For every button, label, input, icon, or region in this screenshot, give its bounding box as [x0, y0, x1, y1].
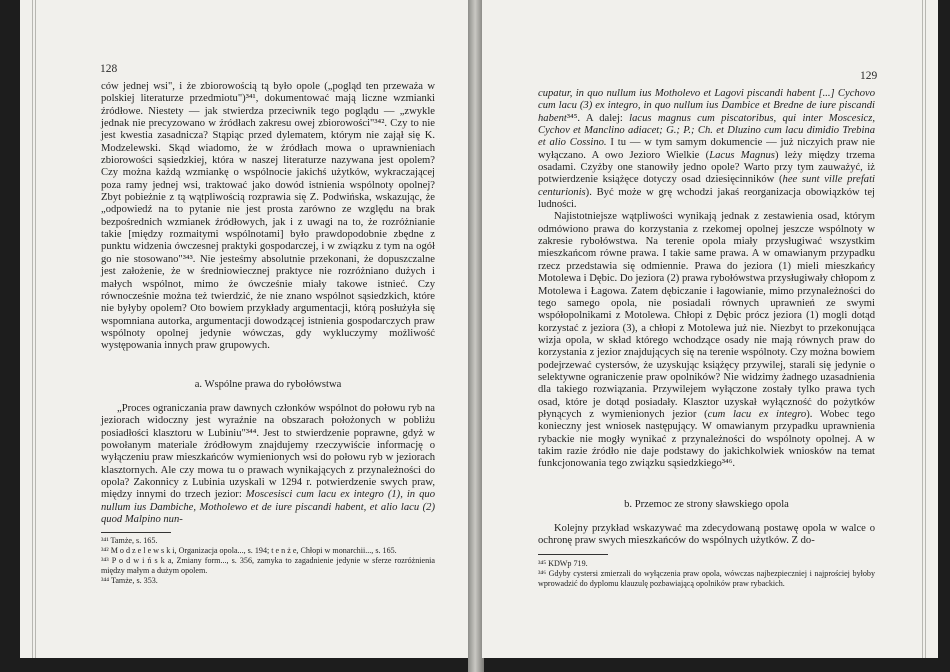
latin-quote: Lacus Magnus — [709, 149, 775, 161]
footnote: ³⁴² M o d z e l e w s k i, Organizacja opola..., s. 194; t e n ż e, Chłopi w monarchii..., s. 165. — [101, 546, 397, 555]
paragraph-text: ). Być może w grę wchodzi jakaś reorganizacja obowiązków tej ludności. — [538, 186, 875, 211]
footnote-rule — [101, 532, 171, 533]
paragraph: ców jednej wsi", i że zbiorowością tą było opole („pogląd ten przeważa w polskiej literaturze przedmiotu")³⁴¹, dokumentować mają liczne wzmianki źródłowe. Niestety — jak stwierdza przeciwnik tego poglądu — „zwykle jednak nie precyzowano w źródłach zakresu owej zbiorowości"³⁴². Czy to nie jest kwestia zasadnicza? Stąpiąc przed dylematem, którym nie zajął się K. Modzelewski. Skąd wiadomo, że w źródłach mowa o uprawnieniach zbiorowości sąsiedzkiej, która w naszej literaturze nazywana jest opolem? Czy można każdą wzmiankę o wspólnocie jakichś użytków, wykraczającej poza ramy jednej wsi, traktować jako dowód istnienia wspólnoty opolnej? Zbyt pobieżnie z tą wątpliwością rozprawia się Z. Podwińska, wskazując, że „odpowiedź na to pytanie nie jest prosta zarówno ze względu na brak bezpośrednich wzmianek źródłowych, jak i z uwagi na to, że rozróżnianie takie [między rozmaitymi wspólnotami] było prawdopodobnie zbędne z punktu widzenia ówczesnej praktyki gospodarczej, i w związku z tym na ogół go nie stosowano"³⁴³. Nie jesteśmy absolutnie przekonani, że dopuszczalne jest założenie, że w średniowiecznej praktyce nie rozróżniano dużych i małych wspólnot, mimo że ówcześnie miały takowe istnieć. Czy równocześnie można też twierdzić, że nie znano wspólnot sąsiedzkich, które nie byłyby opolem? Oto bowiem przykłady argumentacji, którą posłużyła się wspomniana autorka, argumentacji dowodzącej istnienia gospodarczych praw wspólnoty opolnej jedynie wówczas, gdy wykluczymy możliwość występowania innych praw grupowych. — [101, 81, 435, 352]
footnotes — [101, 536, 435, 586]
right-page — [482, 0, 938, 658]
section-heading: b. Przemoc ze strony sławskiego opola — [624, 499, 789, 510]
paragraph — [538, 211, 875, 470]
paragraph: Kolejny przykład wskazywać ma zdecydowaną postawę opola w walce o ochronę praw swych mieszkańców do wspólnych użytków. Z do- — [538, 523, 875, 547]
latin-quote: Moscesisci cum lacu ex integro (1), in quo nullum ius Dambiche, Motholewo et de iure piscandi habent, et alio lacu (2) quod Malpino nun- — [101, 489, 436, 526]
paragraph — [101, 403, 435, 526]
footnote: ³⁴³ P o d w i ń s k a, Zmiany form..., s. 356, zamyka to zagadnienie jedynie w sferze rozróżnienia między małym a dużym opolem. — [101, 556, 435, 575]
body-text — [538, 523, 875, 548]
footnote: ³⁴⁴ Tamże, s. 353. — [101, 576, 158, 585]
left-page — [20, 0, 470, 658]
paragraph-text: „Proces ograniczania praw dawnych członków wspólnot do połowu ryb na jeziorach widoczny jest wyraźnie na obszarach położonych w pobliżu posiadłości klasztoru w Lubiniu"³⁴⁴. Jest to stwierdzenie poprawne, gdyż w powołanym materiale źródłowym znajdujemy rzeczywiście informację o wyłączeniu praw mieszkańców wymienionych wsi do połowu ryb w jeziorach klasztornych. Ale czy mowa tu o prawach wynikających z przynależności do opola? Zakonnicy z Lubinia uzyskali w 1294 r. potwierdzenie swych praw, między innymi do trzech jezior: — [101, 403, 435, 501]
latin-quote: lacus magnus cum piscatoribus, qui inter Moscesicz, Cychov et Manclino adiacet; G.; P.; Ch. et Dluzino cum lacu dimidio Trebina et alio Cossino. — [538, 112, 875, 149]
page-number: 129 — [860, 70, 878, 82]
page-edge — [925, 0, 926, 658]
body-text — [538, 88, 875, 471]
footnote: ³⁴¹ Tamże, s. 165. — [101, 536, 158, 545]
page-edge — [922, 0, 923, 658]
latin-quote: cum lacu ex integro — [707, 408, 807, 420]
paragraph — [538, 88, 875, 211]
paragraph-text: Najistotniejsze wątpliwości wynikają jednak z zestawienia osad, którym odmówiono prawa do korzystania z rzekomej opolnej jeszcze wspólnoty w zakresie rybołówstwa. Na terenie opola miały przysługiwać wszystkim mieszkańcom równe prawa. I takie same prawa. A w omawianym przypadku rzecz przedstawia się odmiennie. Prawa do jeziora (1) mieli mieszkańcy Motolewa i Dębic. Do jeziora (2) prawa rybołówstwa przysługiwały chłopom z Motolewa i Łagowa. Zatem dębiczanie i łagowianie, mimo przynależności do tego samego opola, nie posiadali równych uprawnień ze swymi współopolnikami z Motolewa. Chłopi z Dębic prócz jeziora (1) mogli dotąd korzystać z jeziora (3), a chłopi z Motolewa już nie. Niezbyt to przekonująca wizja opola, w skład którego wchodzące osady nie mają równych praw do korzystania z jezior znajdujących się na terenie wspólnoty. Czy można bowiem podejrzewać cystersów, że uzyskując książęcy przywilej, starali się jedynie o selektywne ograniczenie praw opolników? Nie widzimy żadnego uzasadnienia dla takiego rozwiązania. Przywilejem wyłączone zostały tylko prawa tych osad, które je dotąd posiadały. Klasztor uzyskał wyłączność do pożytków płynących z wymienionych jezior ( — [538, 211, 875, 420]
footnotes — [538, 559, 875, 589]
latin-quote: hee sunt ville prefati centurionis — [538, 174, 875, 198]
body-text — [101, 403, 435, 526]
body-text — [101, 81, 435, 353]
page-edge — [35, 0, 36, 658]
footnote: ³⁴⁵ KDWp 719. — [538, 559, 588, 568]
paragraph-text: ). Wobec tego konieczny jest wniosek następujący. W omawianym przypadku uprawnienia rybackie nie mogły wynikać z przynależności do wspólnoty opolnej. A w takim razie źródło nie daje podstawy do jakichkolwiek wniosków na temat funkcjonowania tego związku sąsiedzkiego³⁴⁶. — [538, 408, 876, 470]
paragraph-text: ³⁴⁵. A dalej: — [566, 112, 630, 124]
footnote: ³⁴⁶ Gdyby cystersi zmierzali do wyłączenia praw opola, wówczas najbezpieczniej i najprościej byłoby wprowadzić do dyplomu klauzulę pozbawiającą opolników praw rybackich. — [538, 569, 875, 588]
footnote-rule — [538, 554, 608, 555]
section-heading: a. Wspólne prawa do rybołówstwa — [194, 379, 342, 390]
paragraph-text: I tu — w tym samym dokumencie — już niczyich praw nie wyłączano. A owo Jezioro Wielkie ( — [538, 137, 875, 161]
latin-quote: cupatur, in quo nullum ius Motholevo et Lagovi piscandi habent [...] Cychovo cum lacu (3) ex integro, in quo nullum ius Dambice et Bredne de iure piscandi habent — [538, 88, 875, 124]
page-number: 128 — [100, 63, 118, 75]
page-edge — [32, 0, 33, 658]
paragraph-text: ) leży między trzema osadami. Czyżby one stanowiły jedno opole? Warto przy tym zauważyć, iż potwierdzenie książęce dotyczy osad dziesięcinników ( — [538, 149, 875, 186]
